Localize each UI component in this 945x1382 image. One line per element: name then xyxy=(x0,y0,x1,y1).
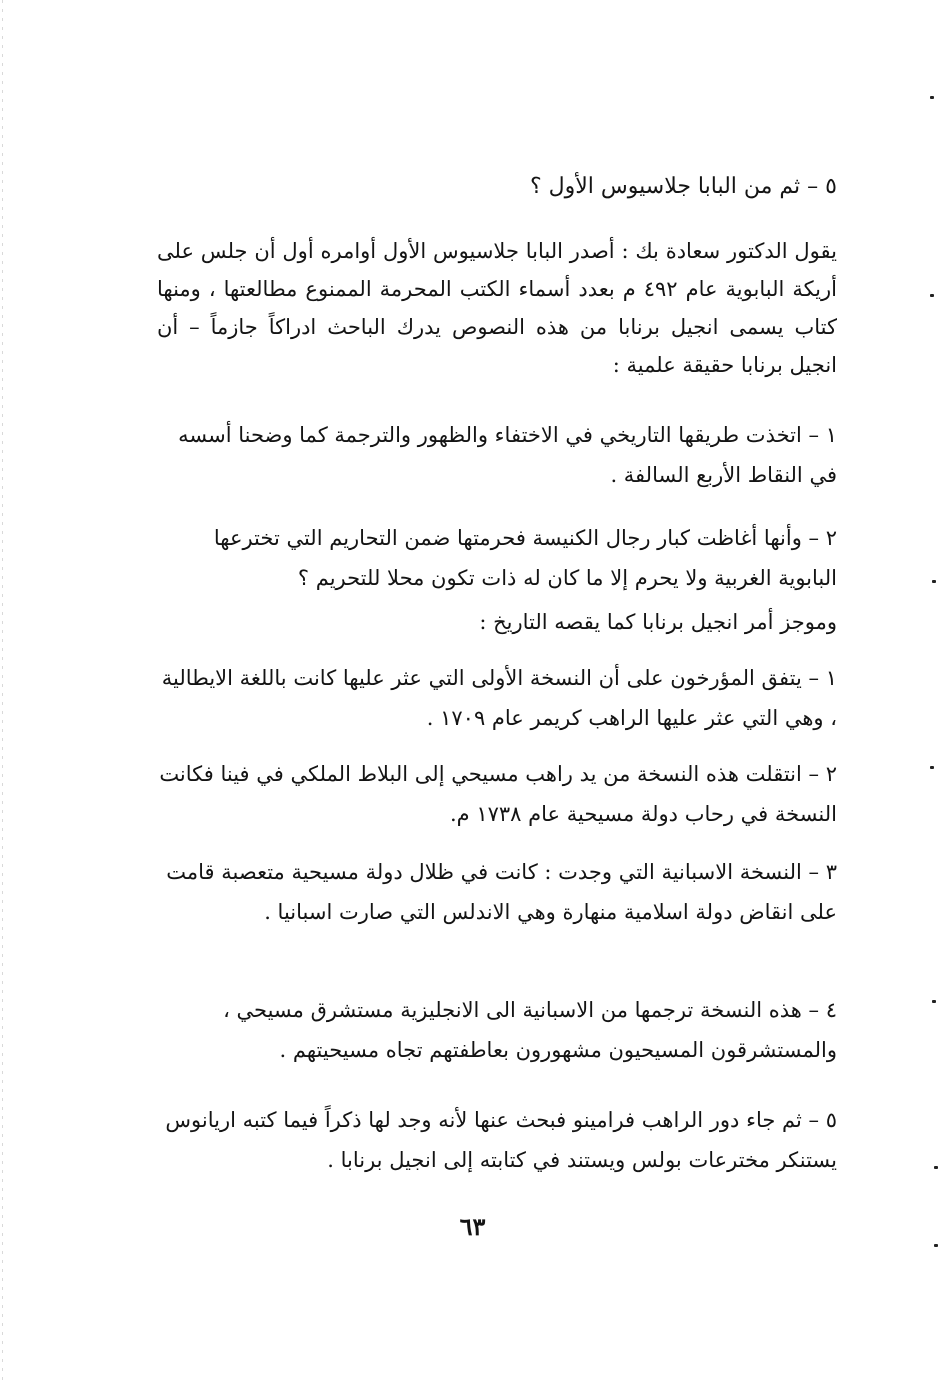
scan-speck xyxy=(930,96,934,99)
list-item-text: هذه النسخة ترجمها من الاسبانية الى الانجليزية مستشرق مسيحي ، والمستشرقون المسيحيون مشهورون بعاطفتهم تجاه مسيحيتهم . xyxy=(223,998,837,1062)
scan-speck xyxy=(934,1166,938,1169)
list-item-number: ٥ – xyxy=(808,1108,837,1132)
intro-paragraph: يقول الدكتور سعادة بك : أصدر البابا جلاسيوس الأول أوامره أول أن جلس على أريكة البابوية عام ٤٩٢ م بعدد أسماء الكتب المحرمة الممنوع مطالعتها ، ومنها كتاب يسمى انجيل برنابا من هذه النصوص يدرك الباحث ادراكاً جازماً – أن انجيل برنابا حقيقة علمية : xyxy=(157,239,837,377)
list-item-text: يتفق المؤرخون على أن النسخة الأولى التي عثر عليها كانت باللغة الايطالية ، وهي التي عثر عليها الراهب كريمر عام ١٧٠٩ . xyxy=(161,666,837,730)
list-item-number: ٢ – xyxy=(808,762,837,786)
scan-speck xyxy=(932,1000,936,1003)
list-item xyxy=(157,852,837,932)
list-item xyxy=(157,1100,837,1180)
list-item-number: ١ – xyxy=(808,423,837,447)
scan-speck xyxy=(932,580,936,583)
list-item-number: ٢ – xyxy=(808,526,837,550)
scan-edge-line xyxy=(2,0,3,1382)
scan-speck xyxy=(934,1244,938,1247)
history-intro: وموجز أمر انجيل برنابا كما يقصه التاريخ : xyxy=(479,610,837,634)
page-number: ٦٣ xyxy=(459,1212,486,1241)
list-item xyxy=(157,754,837,834)
scan-speck xyxy=(930,766,934,769)
list-item-text: النسخة الاسبانية التي وجدت : كانت في ظلال دولة مسيحية متعصبة قامت على انقاض دولة اسلامية منهارة وهي الاندلس التي صارت اسبانيا . xyxy=(166,860,837,924)
list-item-text: اتخذت طريقها التاريخي في الاختفاء والظهور والترجمة كما وضحنا أسسه في النقاط الأربع السالفة . xyxy=(178,423,837,487)
list-item-number: ٣ – xyxy=(808,860,837,884)
list-item xyxy=(157,658,837,738)
list-item xyxy=(157,990,837,1070)
list-item xyxy=(157,518,837,598)
list-item-text: وأنها أغاظت كبار رجال الكنيسة فحرمتها ضمن التحاريم التي تخترعها البابوية الغربية ولا يحرم إلا ما كان له ذات تكون محلا للتحريم ؟ xyxy=(213,526,837,590)
list-item-text: انتقلت هذه النسخة من يد راهب مسيحي إلى البلاط الملكي في فينا فكانت النسخة في رحاب دولة مسيحية عام ١٧٣٨ م. xyxy=(159,762,837,826)
list-item-number: ٤ – xyxy=(808,998,837,1022)
list-item-number: ١ – xyxy=(808,666,837,690)
section-heading: ٥ – ثم من البابا جلاسيوس الأول ؟ xyxy=(529,174,837,199)
list-item xyxy=(157,415,837,495)
list-item-text: ثم جاء دور الراهب فرامينو فبحث عنها لأنه وجد لها ذكراً فيما كتبه اريانوس يستنكر مخترعات بولس ويستند في كتابته إلى انجيل برنابا . xyxy=(165,1108,837,1172)
scan-speck xyxy=(930,294,934,297)
